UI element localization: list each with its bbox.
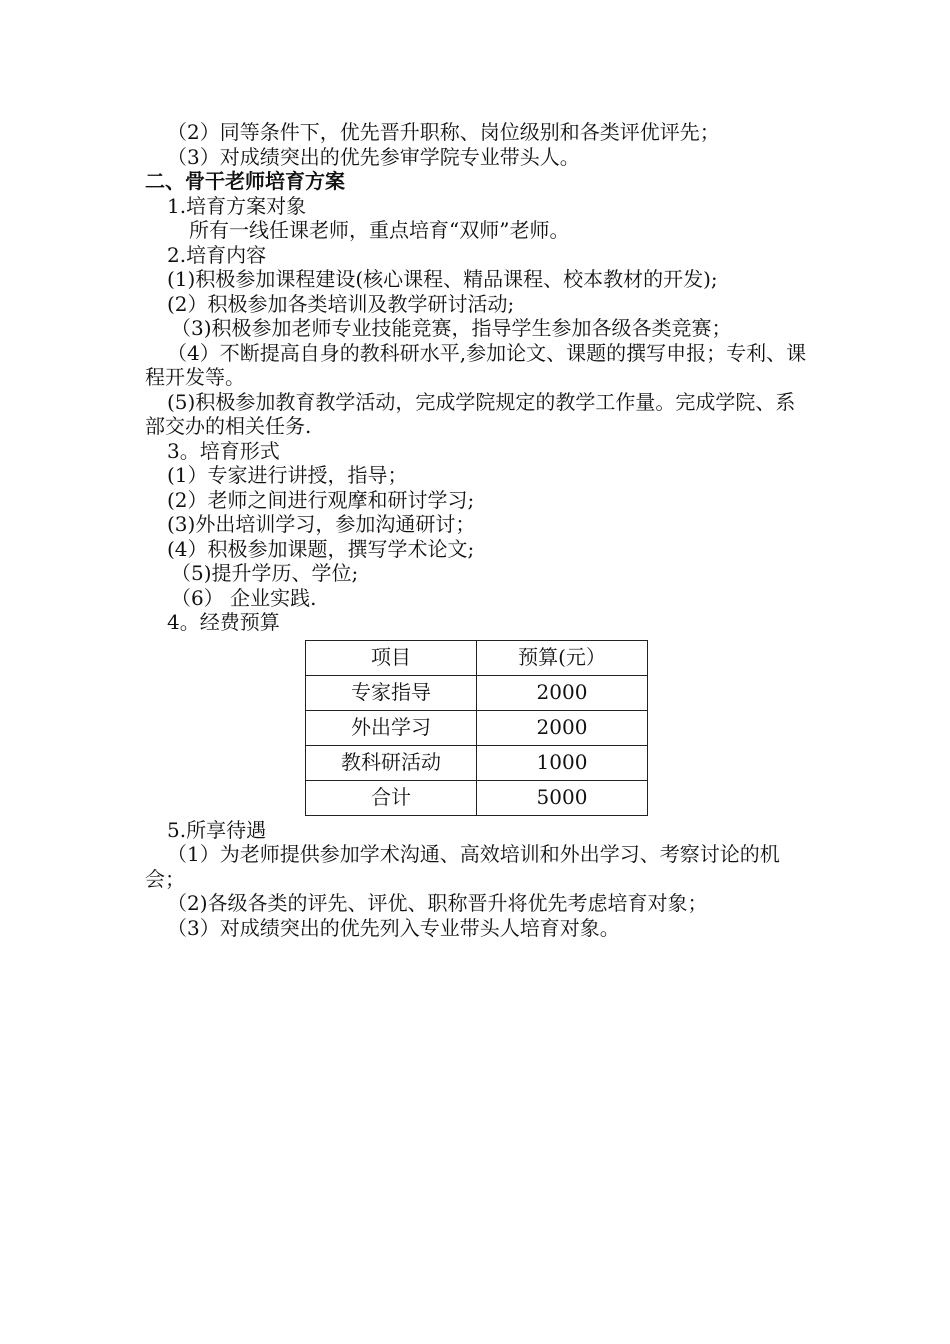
- list-item: （3）对成绩突出的优先列入专业带头人培育对象。: [167, 915, 620, 940]
- table-cell: 合计: [306, 780, 477, 815]
- budget-table: [305, 640, 648, 816]
- list-item: （5)提升学历、学位;: [171, 561, 359, 585]
- list-item: (3)外出培训学习，参加沟通研讨；: [167, 512, 476, 536]
- subsection-title: 2.培育内容: [167, 242, 267, 267]
- list-item: (1）专家进行讲授，指导；: [167, 463, 408, 487]
- list-item: （1）为老师提供参加学术沟通、高效培训和外出学习、考察讨论的机会；: [145, 842, 780, 891]
- list-item: (2）积极参加各类培训及教学研讨活动;: [167, 291, 515, 316]
- table-header-cell: 预算(元）: [477, 640, 648, 675]
- table-row: [306, 710, 648, 745]
- section-heading: 二、骨干老师培育方案: [145, 169, 345, 193]
- paragraph-line: 所有一线任课老师，重点培育“双师”老师。: [189, 218, 570, 242]
- table-row: [306, 780, 648, 815]
- list-item: (1)积极参加课程建设(核心课程、精品课程、校本教材的开发);: [167, 267, 718, 291]
- subsection-title: 1.培育方案对象: [167, 193, 307, 218]
- table-row: [306, 675, 648, 710]
- list-item: （4）不断提高自身的教科研水平,参加论文、课题的撰写申报；专利、课程开发等。: [145, 340, 807, 389]
- list-item: （3)积极参加老师专业技能竞赛，指导学生参加各级各类竞赛；: [171, 316, 732, 340]
- table-cell: 1000: [477, 745, 648, 780]
- budget-table-wrapper: [305, 640, 810, 816]
- table-cell: 专家指导: [306, 675, 477, 710]
- table-cell: 5000: [477, 780, 648, 815]
- subsection-title: 4。经费预算: [167, 610, 280, 634]
- document-page: [145, 120, 810, 940]
- table-cell: 外出学习: [306, 710, 477, 745]
- table-cell: 教科研活动: [306, 745, 477, 780]
- subsection-title: 5.所享待遇: [167, 817, 267, 842]
- subsection-title: 3。培育形式: [167, 438, 280, 463]
- table-header-row: [306, 640, 648, 675]
- table-cell: 2000: [477, 675, 648, 710]
- table-header-cell: 项目: [306, 640, 477, 675]
- paragraph-line: （3）对成绩突出的优先参审学院专业带头人。: [167, 144, 580, 169]
- table-cell: 2000: [477, 710, 648, 745]
- list-item: (4）积极参加课题，撰写学术论文;: [167, 536, 475, 561]
- table-row: [306, 745, 648, 780]
- list-item: (5)积极参加教育教学活动，完成学院规定的教学工作量。完成学院、系部交办的相关任务.: [145, 389, 796, 438]
- list-item: （6） 企业实践.: [171, 585, 317, 610]
- list-item: （2)各级各类的评先、评优、职称晋升将优先考虑培育对象；: [167, 891, 708, 915]
- list-item: (2）老师之间进行观摩和研讨学习;: [167, 487, 475, 512]
- paragraph-line: （2）同等条件下，优先晋升职称、岗位级别和各类评优评先；: [167, 120, 720, 144]
